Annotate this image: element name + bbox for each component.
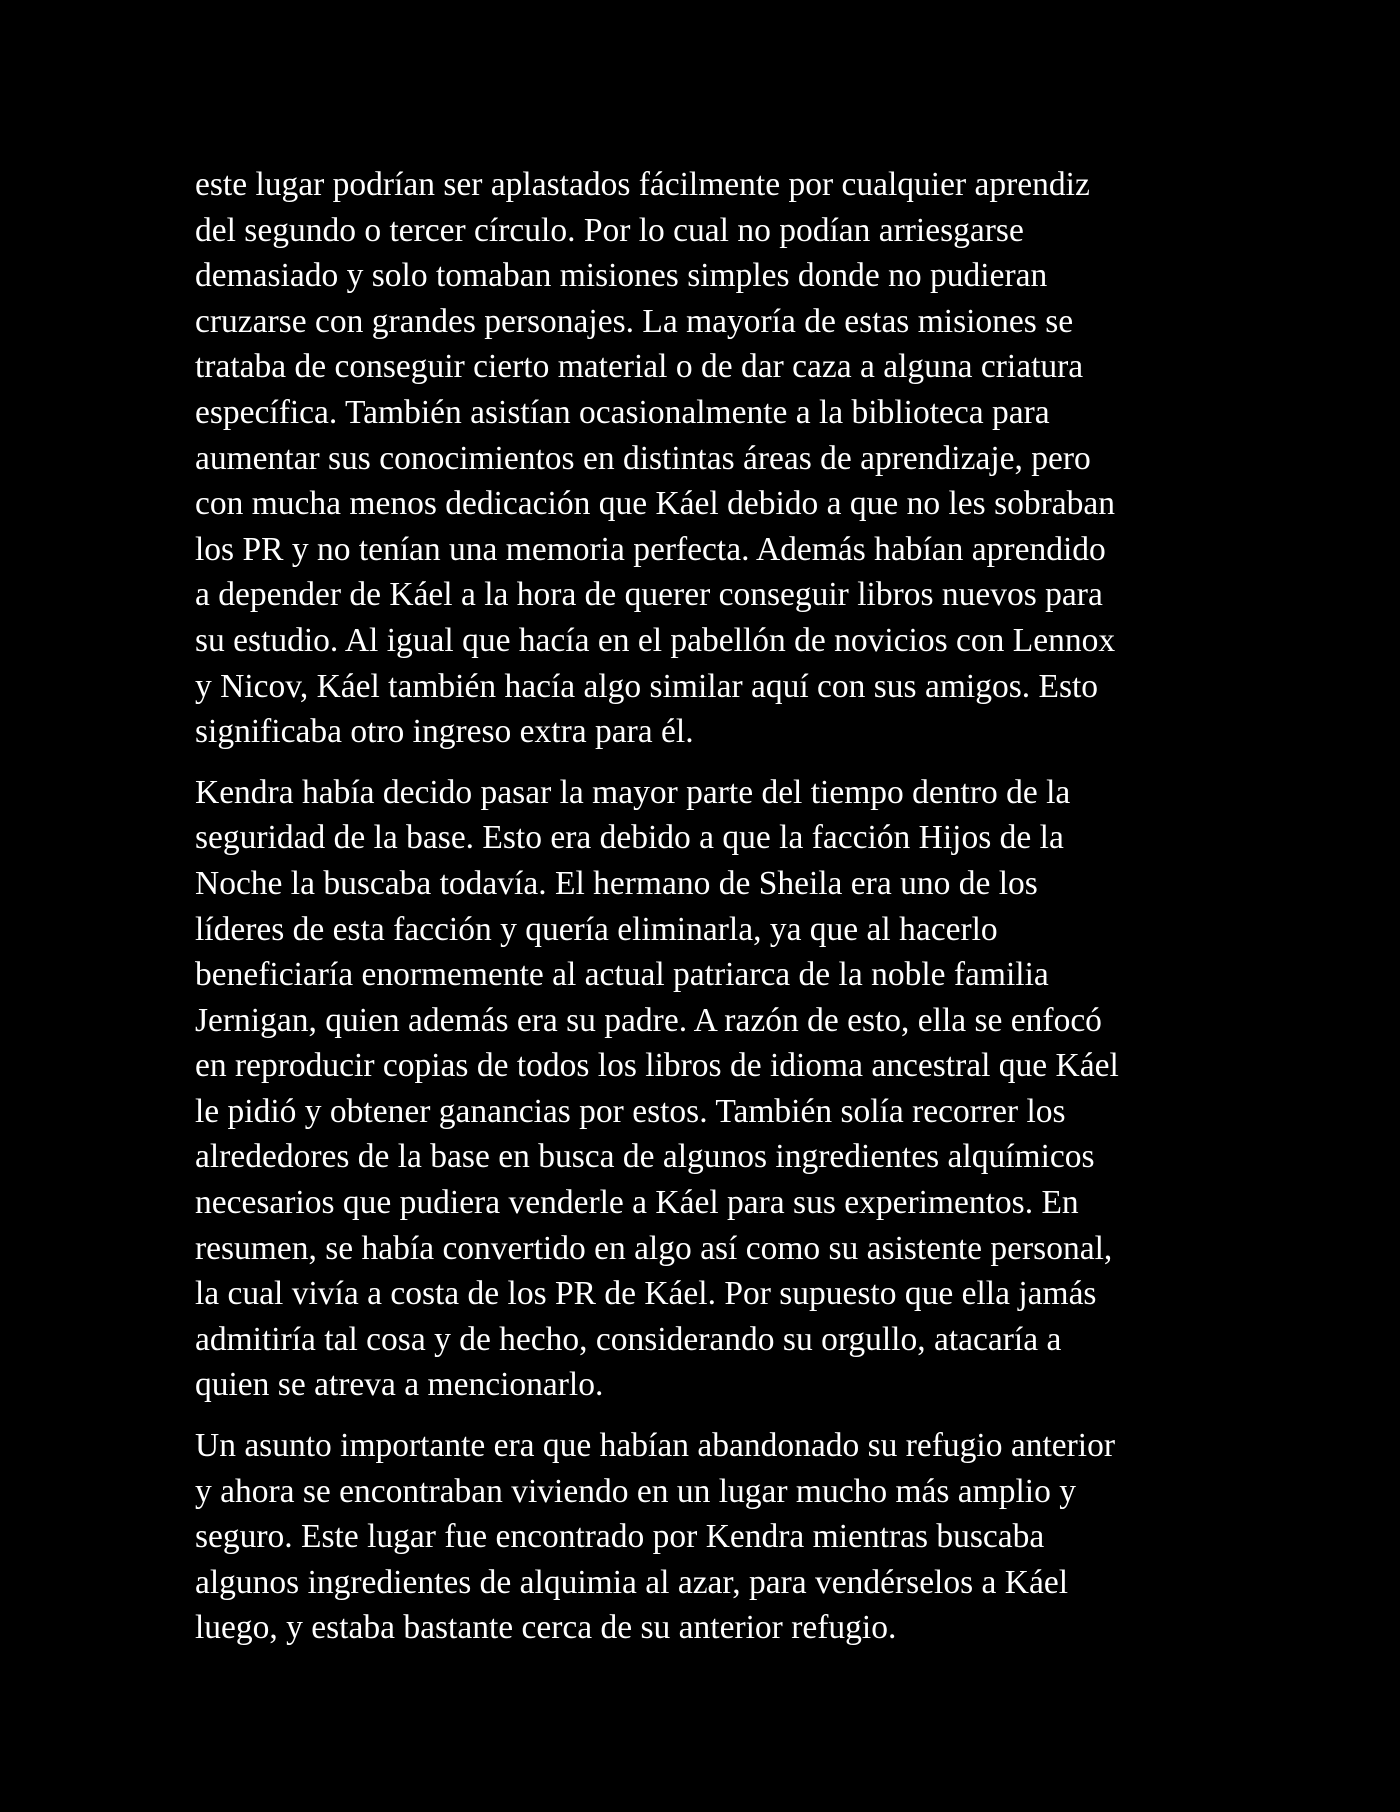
text-line: con mucha menos dedicación que Káel debido a que no les sobraban — [195, 485, 1116, 523]
text-line: luego, y estaba bastante cerca de su anterior refugio. — [195, 1609, 897, 1647]
text-line: algunos ingredientes de alquimia al azar, para vendérselos a Káel — [195, 1563, 1069, 1601]
text-line: necesarios que pudiera venderle a Káel para sus experimentos. En — [195, 1184, 1079, 1222]
text-line: resumen, se había convertido en algo así como su asistente personal, — [195, 1229, 1113, 1267]
paragraph-3 — [195, 1423, 1235, 1651]
text-line: los PR y no tenían una memoria perfecta. Además habían aprendido — [195, 530, 1106, 568]
text-line: específica. También asistían ocasionalmente a la biblioteca para — [195, 393, 1050, 431]
text-line: seguridad de la base. Esto era debido a que la facción Hijos de la — [195, 819, 1064, 857]
text-line: la cual vivía a costa de los PR de Káel. Por supuesto que ella jamás — [195, 1275, 1097, 1313]
text-line: le pidió y obtener ganancias por estos. También solía recorrer los — [195, 1092, 1066, 1130]
text-line: Jernigan, quien además era su padre. A razón de esto, ella se enfocó — [195, 1001, 1102, 1039]
text-line: seguro. Este lugar fue encontrado por Kendra mientras buscaba — [195, 1518, 1045, 1556]
text-line: alrededores de la base en busca de algunos ingredientes alquímicos — [195, 1138, 1095, 1176]
paragraph-1 — [195, 162, 1235, 755]
text-line: y ahora se encontraban viviendo en un lugar mucho más amplio y — [195, 1472, 1076, 1510]
text-line: Un asunto importante era que habían abandonado su refugio anterior — [195, 1427, 1116, 1465]
text-line: quien se atreva a mencionarlo. — [195, 1366, 604, 1404]
paragraph-2 — [195, 770, 1235, 1408]
text-line: cruzarse con grandes personajes. La mayoría de estas misiones se — [195, 302, 1074, 340]
text-line: en reproducir copias de todos los libros de idioma ancestral que Káel — [195, 1047, 1119, 1085]
text-line: Kendra había decido pasar la mayor parte del tiempo dentro de la — [195, 773, 1071, 811]
text-line: y Nicov, Káel también hacía algo similar aquí con sus amigos. Esto — [195, 667, 1099, 705]
text-line: del segundo o tercer círculo. Por lo cual no podían arriesgarse — [195, 211, 1024, 249]
text-line: aumentar sus conocimientos en distintas áreas de aprendizaje, pero — [195, 439, 1091, 477]
text-line: este lugar podrían ser aplastados fácilmente por cualquier aprendiz — [195, 166, 1090, 203]
text-line: trataba de conseguir cierto material o de dar caza a alguna criatura — [195, 348, 1084, 386]
text-line: Noche la buscaba todavía. El hermano de Sheila era uno de los — [195, 864, 1038, 902]
text-line: demasiado y solo tomaban misiones simples donde no pudieran — [195, 257, 1048, 295]
text-line: significaba otro ingreso extra para él. — [195, 713, 694, 751]
text-line: beneficiaría enormemente al actual patriarca de la noble familia — [195, 956, 1049, 994]
text-line: admitiría tal cosa y de hecho, considerando su orgullo, atacaría a — [195, 1320, 1062, 1358]
text-line: líderes de esta facción y quería eliminarla, ya que al hacerlo — [195, 910, 998, 948]
body-text — [195, 162, 1235, 1666]
text-line: a depender de Káel a la hora de querer conseguir libros nuevos para — [195, 576, 1103, 614]
text-line: su estudio. Al igual que hacía en el pabellón de novicios con Lennox — [195, 621, 1116, 659]
